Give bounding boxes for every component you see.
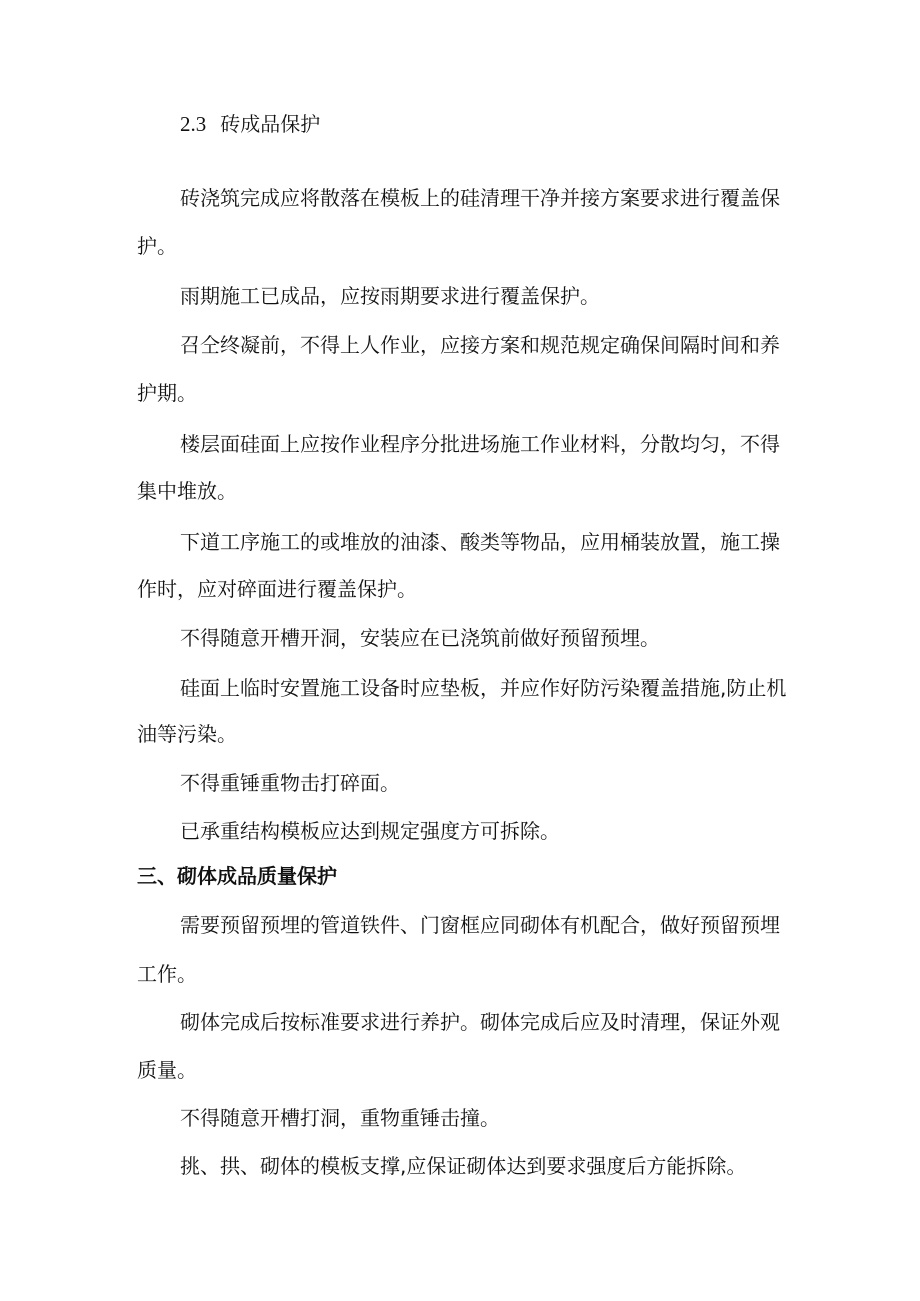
paragraph-line: 作时，应对碎面进行覆盖保护。 (137, 577, 417, 601)
paragraph-line: 下道工序施工的或堆放的油漆、酸类等物品，应用桶装放置，施工操 (180, 530, 780, 554)
paragraph-line: 楼层面硅面上应按作业程序分批进场施工作业材料，分散均匀，不得 (180, 432, 780, 456)
paragraph-line: 护。 (137, 234, 177, 258)
section-title: 砖成品保护 (220, 112, 321, 136)
paragraph-line: 砌体完成后按标准要求进行养护。砌体完成后应及时清理，保证外观 (180, 1010, 780, 1034)
paragraph-line: 召仝终凝前，不得上人作业，应接方案和规范规定确保间隔时间和养 (180, 333, 780, 357)
paragraph-line: 集中堆放。 (137, 479, 237, 503)
section-heading-2-3 (180, 112, 320, 136)
paragraph-line: 硅面上临时安置施工设备时应垫板，并应作好防污染覆盖措施,防止机 (180, 676, 787, 700)
section-heading-3: 三、砌体成品质量保护 (137, 864, 337, 888)
paragraph-line: 挑、拱、砌体的模板支撑,应保证砌体达到要求强度后方能拆除。 (180, 1154, 747, 1178)
paragraph-line: 工作。 (137, 962, 197, 986)
paragraph-line: 砖浇筑完成应将散落在模板上的硅清理干净并接方案要求进行覆盖保 (180, 186, 780, 210)
paragraph-line: 护期。 (137, 381, 197, 405)
paragraph-line: 雨期施工已成品，应按雨期要求进行覆盖保护。 (180, 284, 600, 308)
paragraph-line: 质量。 (137, 1058, 197, 1082)
paragraph-line: 已承重结构模板应达到规定强度方可拆除。 (180, 819, 560, 843)
section-number: 2.3 (180, 112, 207, 136)
paragraph-line: 不得随意开槽开洞，安装应在已浇筑前做好预留预埋。 (180, 626, 660, 650)
paragraph-line: 不得重锤重物击打碎面。 (180, 771, 400, 795)
paragraph-line: 不得随意开槽打洞，重物重锤击撞。 (180, 1106, 500, 1130)
paragraph-line: 油等污染。 (137, 722, 237, 746)
paragraph-line: 需要预留预埋的管道铁件、门窗框应同砌体有机配合，做好预留预埋 (180, 913, 780, 937)
